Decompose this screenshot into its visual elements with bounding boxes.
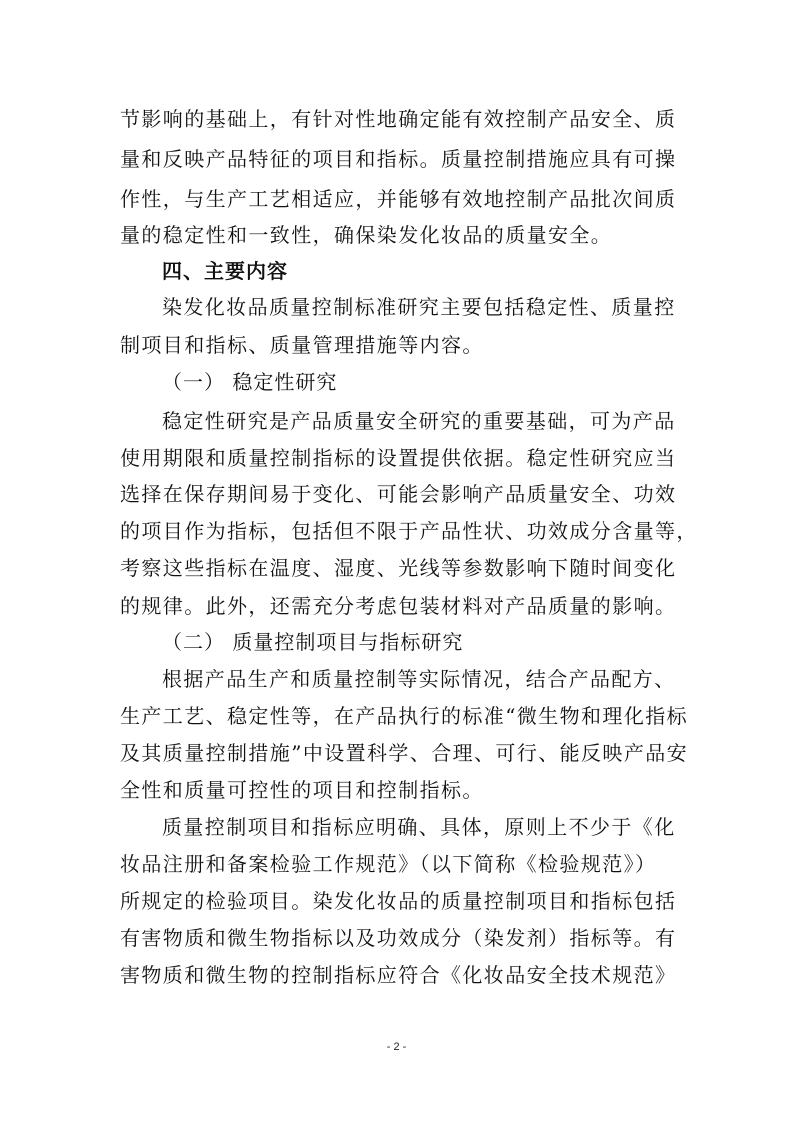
- text-line: 染发化妆品质量控制标准研究主要包括稳定性、质量控: [162, 295, 676, 319]
- text-line: 制项目和指标、质量管理措施等内容。: [120, 333, 484, 357]
- text-line: 及其质量控制措施”中设置科学、合理、可行、能反映产品安: [120, 741, 689, 765]
- text-line: 的规律。此外，还需充分考虑包装材料对产品质量的影响。: [120, 594, 677, 618]
- text-line: 根据产品生产和质量控制等实际情况，结合产品配方、: [162, 667, 676, 691]
- text-line: 害物质和微生物的控制指标应符合《化妆品安全技术规范》: [120, 963, 677, 987]
- text-line: 所规定的检验项目。染发化妆品的质量控制项目和指标包括: [120, 889, 677, 913]
- text-line: 妆品注册和备案检验工作规范》（以下简称《检验规范》）: [120, 852, 657, 876]
- page-number: - 2 -: [386, 1041, 407, 1053]
- text-line: 量和反映产品特征的项目和指标。质量控制措施应具有可操: [120, 147, 677, 171]
- text-line: 质量控制项目和指标应明确、具体，原则上不少于《化: [162, 815, 676, 839]
- subsection-heading: （二） 质量控制项目与指标研究: [162, 630, 464, 654]
- section-heading: 四、主要内容: [162, 259, 288, 283]
- text-line: 稳定性研究是产品质量安全研究的重要基础，可为产品: [162, 409, 676, 433]
- subsection-heading: （一） 稳定性研究: [162, 370, 338, 394]
- text-line: 的项目作为指标，包括但不限于产品性状、功效成分含量等，: [120, 519, 698, 543]
- text-line: 选择在保存期间易于变化、可能会影响产品质量安全、功效: [120, 482, 677, 506]
- text-line: 考察这些指标在温度、湿度、光线等参数影响下随时间变化: [120, 556, 677, 580]
- text-line: 有害物质和微生物指标以及功效成分（染发剂）指标等。有: [120, 926, 677, 950]
- text-line: 使用期限和质量控制指标的设置提供依据。稳定性研究应当: [120, 446, 677, 470]
- text-line: 全性和质量可控性的项目和控制指标。: [120, 778, 484, 802]
- text-line: 生产工艺、稳定性等，在产品执行的标准“微生物和理化指标: [120, 704, 689, 728]
- text-line: 作性，与生产工艺相适应，并能够有效地控制产品批次间质: [120, 187, 677, 211]
- text-line: 量的稳定性和一致性，确保染发化妆品的质量安全。: [120, 223, 613, 247]
- text-line: 节影响的基础上，有针对性地确定能有效控制产品安全、质: [120, 107, 677, 131]
